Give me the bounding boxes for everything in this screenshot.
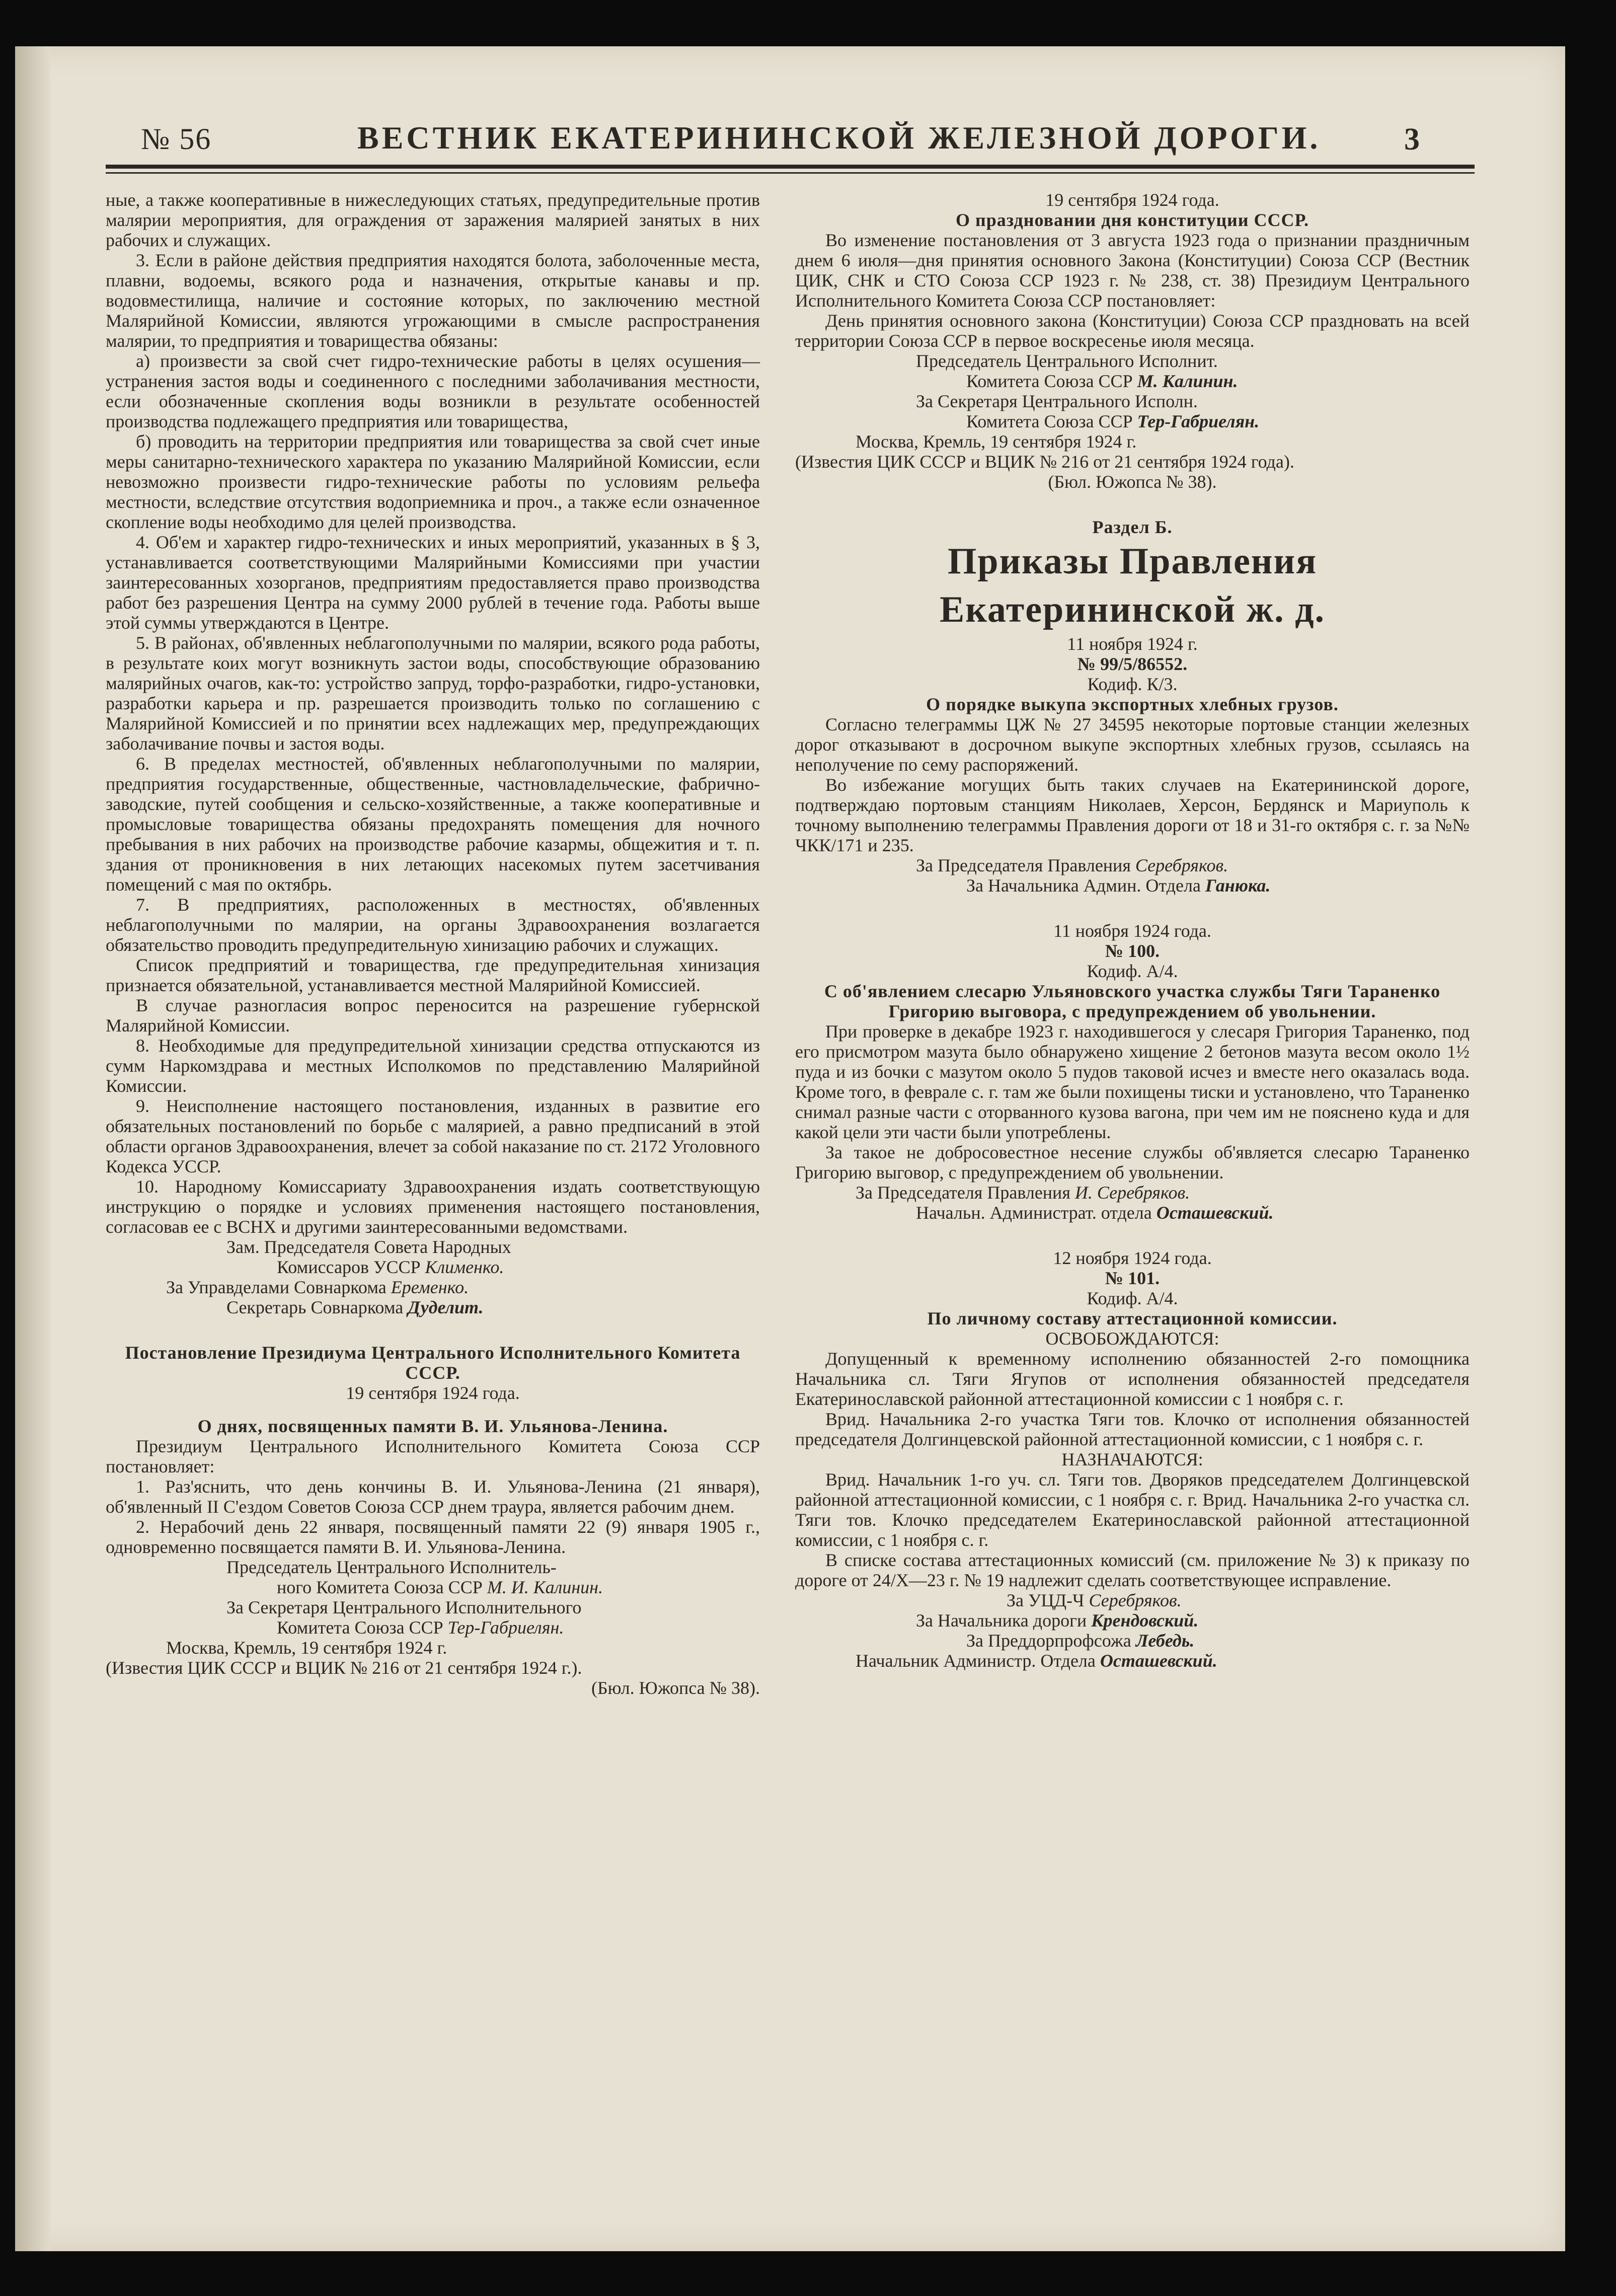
order-number: № 101. xyxy=(1105,1268,1160,1288)
header-rule xyxy=(106,165,1475,169)
date-line: 19 сентября 1924 года. xyxy=(1045,190,1219,210)
paragraph: 10. Народному Комиссариату Здравоохранения издать соответствующую инструкцию о порядке и условиях применения настоящего постановления, согласовав ее с ВСНХ и другими заинтересованными ведомствами. xyxy=(106,1176,760,1237)
signature-line: Секретарь Совнаркома Дуделит. xyxy=(226,1297,484,1317)
source-note: (Известия ЦИК СССР и ВЦИК № 216 от 21 сентября 1924 г.). xyxy=(106,1658,582,1678)
paragraph: Врид. Начальник 1-го уч. сл. Тяги тов. Дворяков председателем Долгинцевской районной аттестационной комиссии, с 1 ноября с. г. Врид. Начальника 2-го участка сл. Тяги тов. Клочко председателем Екатеринославской районной аттестационной комиссии, с 1 ноября с. г. xyxy=(795,1469,1470,1550)
paragraph: 2. Нерабочий день 22 января, посвященный памяти 22 (9) января 1905 г., одновременно посвящается памяти В. И. Ульянова-Ленина. xyxy=(106,1517,760,1557)
place-date: Москва, Кремль, 19 сентября 1924 г. xyxy=(166,1638,447,1658)
paragraph: В случае разногласия вопрос переносится на разрешение губернской Малярийной Комиссии. xyxy=(106,995,760,1035)
order-title: С об'явлением слесарю Ульяновского участка службы Тяги Тараненко Григорию выговора, с предупреждением об увольнении. xyxy=(824,981,1441,1021)
order-date: 11 ноября 1924 года. xyxy=(1053,921,1211,941)
paragraph: Список предприятий и товарищества, где предупредительная хинизация признается обязательной, устанавливается местной Малярийной Комиссией. xyxy=(106,955,760,995)
paragraph: ные, а также кооперативные в нижеследующих статьях, предупредительные против малярии мероприятия, для ограждения от заражения малярией занятых в них рабочих и служащих. xyxy=(106,190,760,250)
signature-line: Зам. Председателя Совета Народных xyxy=(226,1237,511,1257)
order-title: По личному составу аттестационной комиссии. xyxy=(927,1308,1338,1328)
signature-line: Комиссаров УССР Клименко. xyxy=(277,1257,504,1277)
paragraph: 4. Об'ем и характер гидро-технических и иных мероприятий, указанных в § 3, устанавливается соответствующими Малярийными Комиссиями при участии заинтересованных хозорганов, предприятиям предоставляется право производства работ без разрешения Центра на сумму 2000 рублей в течение года. Работы выше этой суммы утверждаются в Центре. xyxy=(106,532,760,633)
paragraph: б) проводить на территории предприятия или товарищества за свой счет иные меры санитарно-технического характера по указанию Малярийной Комиссии, если невозможно произвести гидро-технические работы по условиям рельефа местности, вследствие отсутствия водоприемника и проч., а также если означенное скопление воды необходимо для целей производства. xyxy=(106,431,760,532)
signature-line: За Секретаря Центрального Исполн. xyxy=(916,391,1198,411)
paragraph: Во избежание могущих быть таких случаев на Екатерининской дороге, подтверждаю портовым станциям Николаев, Херсон, Бердянск и Мариуполь к точному выполнению телеграммы Правления дороги от 18 и 31-го октября с. г. за №№ ЧКК/171 и 235. xyxy=(795,775,1470,855)
section-title: Приказы Правления Екатерининской ж. д. xyxy=(939,541,1326,630)
newspaper-page xyxy=(15,46,1565,2251)
signature-line: За УЦД-Ч Серебряков. xyxy=(1007,1590,1182,1610)
place-date: Москва, Кремль, 19 сентября 1924 г. xyxy=(856,431,1137,452)
paragraph: Допущенный к временному исполнению обязанностей 2-го помощника Начальника сл. Тяги Ягупов от исполнения обязанностей председателя Екатеринославской районной аттестационной комиссии с 1 ноября с. г. xyxy=(795,1349,1470,1409)
paragraph: 9. Неисполнение настоящего постановления, изданных в развитие его обязательных постановлений по борьбе с малярией, а равно предписаний в этой области органов Здравоохранения, влечет за собой наказание по ст. 2172 Уголовного Кодекса УССР. xyxy=(106,1096,760,1176)
subject-heading: О праздновании дня конституции СССР. xyxy=(955,210,1310,230)
order-date: 12 ноября 1924 года. xyxy=(1053,1248,1212,1268)
signature-line: За Секретаря Центрального Исполнительного xyxy=(226,1597,582,1617)
paragraph: Президиум Центрального Исполнительного Комитета Союза ССР постановляет: xyxy=(106,1436,760,1476)
order-date: 11 ноября 1924 г. xyxy=(1067,634,1198,654)
source-note: (Известия ЦИК СССР и ВЦИК № 216 от 21 сентября 1924 года). xyxy=(795,452,1294,472)
signature-line: Начальн. Администрат. отдела Осташевский. xyxy=(916,1203,1274,1223)
order-code: Кодиф. А/4. xyxy=(1087,1288,1178,1308)
paragraph: 3. Если в районе действия предприятия находятся болота, заболоченные места, плавни, водоемы, всякого рода и назначения, открытые канавы и пр. водовместилища, наличие и состояние которых, по заключению местной Малярийной Комиссии, являются угрожающими в смысле распространения малярии, то предприятия и товарищества обязаны: xyxy=(106,250,760,351)
paragraph: Врид. Начальника 2-го участка Тяги тов. Клочко от исполнения обязанностей председателя Долгинцевской районной аттестационной комиссии, с 1 ноября с. г. xyxy=(795,1409,1470,1449)
right-column xyxy=(795,190,1470,1671)
date-line: 19 сентября 1924 года. xyxy=(346,1383,520,1403)
paragraph: 7. В предприятиях, расположенных в местностях, об'явленных неблагополучными по малярии, на органы Здравоохранения возлагается обязательство проводить предупредительную хинизацию рабочих и служащих. xyxy=(106,895,760,955)
page-number: 3 xyxy=(1404,122,1420,157)
signature-line: Комитета Союза ССР Тер-Габриелян. xyxy=(966,411,1260,431)
list-heading-appointed: НАЗНАЧАЮТСЯ: xyxy=(1061,1449,1203,1469)
order-code: Кодиф. К/3. xyxy=(1087,674,1178,694)
section-label: Раздел Б. xyxy=(1092,517,1173,537)
paragraph: Согласно телеграммы ЦЖ № 27 34595 некоторые портовые станции железных дорог отказывают в досрочном выкупе экспортных хлебных грузов, ссылаясь на неполучение по сему распоряжений. xyxy=(795,714,1470,775)
subject-heading: О днях, посвященных памяти В. И. Ульянова-Ленина. xyxy=(197,1416,668,1436)
paragraph: За такое не добросовестное несение службы об'является слесарю Тараненко Григорию выговор, с предупреждением об увольнении. xyxy=(795,1142,1470,1182)
signature-line: За Начальника дороги Крендовский. xyxy=(916,1610,1199,1631)
paragraph: а) произвести за свой счет гидро-технические работы в целях осушения—устранения застоя воды и соединенного с последними заболачивания местности, если обозначенные скопления воды возникли в результате особенностей производства подлежащего предприятия или товарищества, xyxy=(106,351,760,431)
signature-line: Комитета Союза ССР М. Калинин. xyxy=(966,371,1238,391)
left-column xyxy=(106,190,760,1698)
source-note: (Бюл. Южопса № 38). xyxy=(1048,472,1217,492)
masthead-title: ВЕСТНИК ЕКАТЕРИНИНСКОЙ ЖЕЛЕЗНОЙ ДОРОГИ. xyxy=(357,120,1321,156)
paragraph: В списке состава аттестационных комиссий (см. приложение № 3) к приказу по дороге от 24/X—23 г. № 19 надлежит сделать соответствующее исправление. xyxy=(795,1550,1470,1590)
paragraph: 5. В районах, об'явленных неблагополучными по малярии, всякого рода работы, в результате коих могут возникнуть застои воды, способствующие образованию малярийных очагов, как-то: устройство запруд, торфо-разработки, гидро-установки, разработки карьера и пр. разрешается производить только по соглашению с Малярийной Комиссией и по принятии всех надлежащих мер, предупреждающих заболачивание почвы и застоя воды. xyxy=(106,633,760,754)
signature-line: Председатель Центрального Исполнит. xyxy=(916,351,1218,371)
section-heading: Постановление Президиума Центрального Исполнительного Комитета СССР. xyxy=(125,1343,741,1383)
signature-line: ного Комитета Союза ССР М. И. Калинин. xyxy=(277,1577,603,1597)
signature-line: За Управделами Совнаркома Еременко. xyxy=(166,1277,469,1297)
signature-line: Комитета Союза ССР Тер-Габриелян. xyxy=(277,1617,564,1638)
signature-line: Начальник Администр. Отдела Осташевский. xyxy=(856,1651,1217,1671)
header-rule-thin xyxy=(106,172,1475,174)
source-note: (Бюл. Южопса № 38). xyxy=(591,1678,760,1698)
list-heading-released: ОСВОБОЖДАЮТСЯ: xyxy=(1045,1328,1219,1349)
signature-line: За Начальника Админ. Отдела Ганюка. xyxy=(966,875,1271,896)
signature-line: За Председателя Правления И. Серебряков. xyxy=(856,1182,1190,1203)
paragraph: 1. Раз'яснить, что день кончины В. И. Ульянова-Ленина (21 января), об'явленный II С'ездом Советов Союза ССР днем траура, является рабочим днем. xyxy=(106,1476,760,1517)
order-code: Кодиф. А/4. xyxy=(1087,961,1178,981)
paragraph: 6. В пределах местностей, об'явленных неблагополучными по малярии, предприятия государственные, общественные, частновладельческие, фабрично-заводские, путей сообщения и сельско-хозяйственные, а также кооперативные и промысловые товарищества обязаны предохранять помещения для ночного пребывания в них рабочих на производстве рабочие казармы, общежития и т. п. здания от проникновения в них летающих насекомых путем засетчивания помещений с мая по октябрь. xyxy=(106,754,760,895)
paragraph: При проверке в декабре 1923 г. находившегося у слесаря Григория Тараненко, под его присмотром мазута было обнаружено хищение 2 бетонов мазута весом около 1½ пуда и из бочки с мазутом около 5 пудов таковой исчез и вместе него оказалась вода. Кроме того, в феврале с. г. там же были похищены тиски и установлено, что Тараненко снимал разные части с оторванного кузова вагона, при чем им не пояснено куда и для какой цели эти части были употреблены. xyxy=(795,1021,1470,1142)
order-title: О порядке выкупа экспортных хлебных грузов. xyxy=(926,694,1339,714)
signature-line: Председатель Центрального Исполнитель- xyxy=(226,1557,557,1577)
page-spine xyxy=(15,46,50,2251)
order-number: № 99/5/86552. xyxy=(1077,654,1188,674)
paragraph: День принятия основного закона (Конституции) Союза ССР праздновать на всей территории Союза ССР в первое воскресенье июля месяца. xyxy=(795,311,1470,351)
paragraph: Во изменение постановления от 3 августа 1923 года о признании праздничным днем 6 июля—дня принятия основного Закона (Конституции) Союза ССР (Вестник ЦИК, СНК и СТО Союза ССР 1923 г. № 238, ст. 38) Президиум Центрального Исполнительного Комитета Союза ССР постановляет: xyxy=(795,230,1470,311)
issue-number: № 56 xyxy=(141,122,212,156)
signature-line: За Председателя Правления Серебряков. xyxy=(916,855,1228,875)
paragraph: 8. Необходимые для предупредительной хинизации средства отпускаются из сумм Наркомздрава и местных Исполкомов по представлению Малярийной Комиссии. xyxy=(106,1035,760,1096)
signature-line: За Преддорпрофсожа Лебедь. xyxy=(966,1631,1195,1651)
order-number: № 100. xyxy=(1105,941,1160,961)
